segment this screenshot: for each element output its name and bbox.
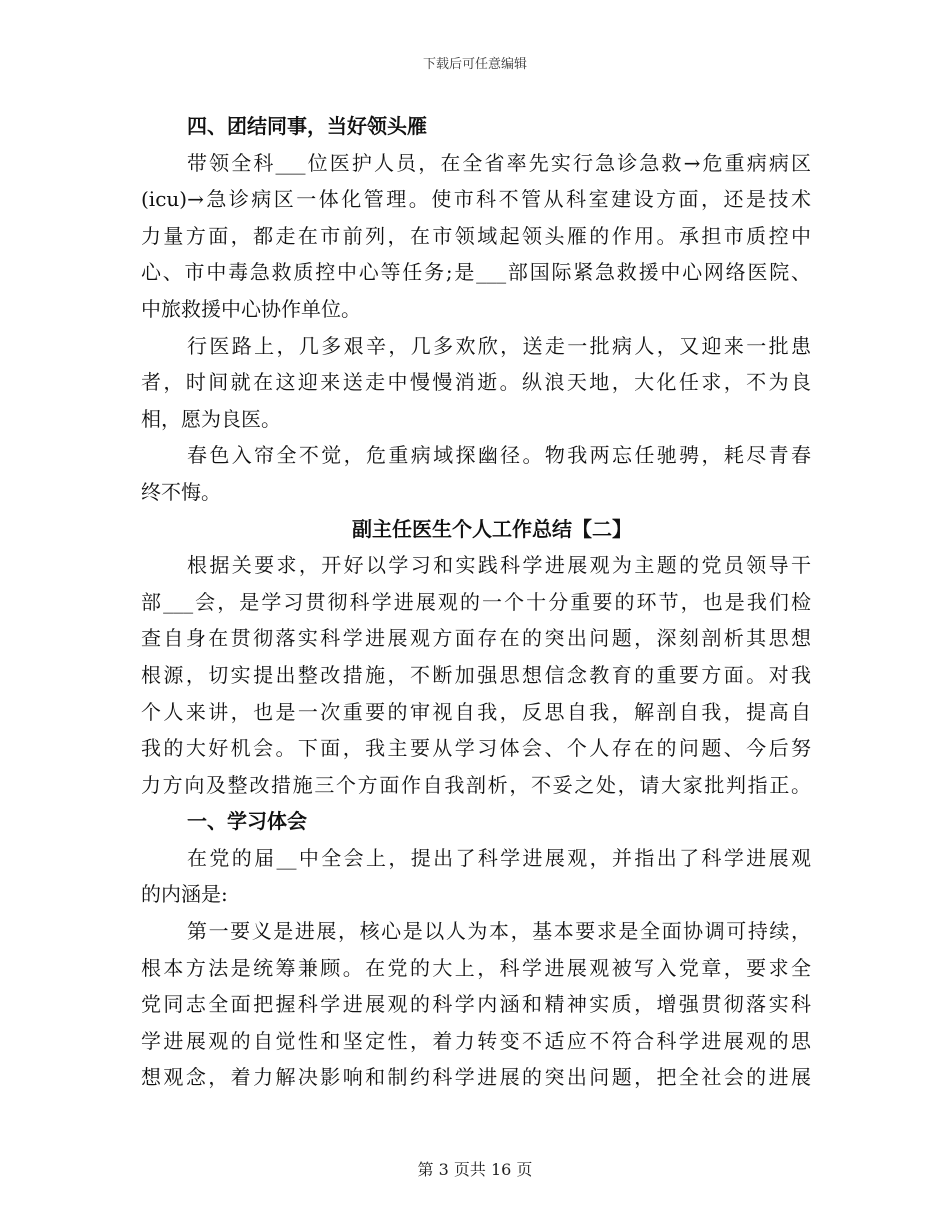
text-line: 根源，切实提出整改措施，不断加强思想信念教育的重要方面。对我 <box>141 662 811 687</box>
document-body <box>141 108 811 1096</box>
text-line: 者，时间就在这迎来送走中慢慢消逝。纵浪天地，大化任求，不为良 <box>141 370 811 395</box>
text-line: 部___会，是学习贯彻科学进展观的一个十分重要的环节，也是我们检 <box>141 589 811 614</box>
page-number: 第 3 页共 16 页 <box>417 1160 533 1179</box>
text-line: 第一要义是进展，核心是以人为本，基本要求是全面协调可持续， <box>187 919 811 944</box>
text-line: 党同志全面把握科学进展观的科学内涵和精神实质，增强贯彻落实科 <box>141 992 811 1017</box>
text-line: 春色入帘全不觉，危重病域探幽径。物我两忘任驰骋，耗尽青春 <box>187 443 811 468</box>
text-line: 终不悔。 <box>141 479 221 504</box>
text-line: 我的大好机会。下面，我主要从学习体会、个人存在的问题、今后努 <box>141 736 811 761</box>
text-line: 根据关要求，开好以学习和实践科学进展观为主题的党员领导干 <box>187 553 811 578</box>
section-heading: 一、学习体会 <box>187 809 307 834</box>
text-line: 中旅救援中心协作单位。 <box>141 296 361 321</box>
text-line: 根本方法是统筹兼顾。在党的大上，科学进展观被写入党章，要求全 <box>141 955 811 980</box>
section-title: 副主任医生个人工作总结【二】 <box>352 516 632 541</box>
section-heading: 四、团结同事，当好领头雁 <box>187 114 427 138</box>
text-line: 力方向及整改措施三个方面作自我剖析，不妥之处，请大家批判指正。 <box>141 772 811 797</box>
text-line: 相，愿为良医。 <box>141 406 281 431</box>
text-line: (icu)→急诊病区一体化管理。使市科不管从科室建设方面，还是技术 <box>141 187 811 212</box>
text-line: 力量方面，都走在市前列，在市领域起领头雁的作用。承担市质控中 <box>141 223 811 248</box>
text-line: 想观念，着力解决影响和制约科学进展的突出问题，把全社会的进展 <box>141 1065 811 1090</box>
text-line: 心、市中毒急救质控中心等任务;是___部国际紧急救援中心网络医院、 <box>141 260 811 285</box>
header-note: 下载后可任意编辑 <box>422 57 527 72</box>
text-line: 行医路上，几多艰辛，几多欢欣，送走一批病人，又迎来一批患 <box>187 333 811 358</box>
text-line: 在党的届__中全会上，提出了科学进展观，并指出了科学进展观 <box>187 845 811 870</box>
text-line: 学进展观的自觉性和坚定性，着力转变不适应不符合科学进展观的思 <box>141 1028 811 1053</box>
text-line: 带领全科___位医护人员，在全省率先实行急诊急救→危重病病区 <box>187 150 811 175</box>
text-line: 查自身在贯彻落实科学进展观方面存在的突出问题，深刻剖析其思想 <box>141 626 811 651</box>
text-line: 个人来讲，也是一次重要的审视自我，反思自我，解剖自我，提高自 <box>141 699 811 724</box>
text-line: 的内涵是: <box>141 882 228 907</box>
